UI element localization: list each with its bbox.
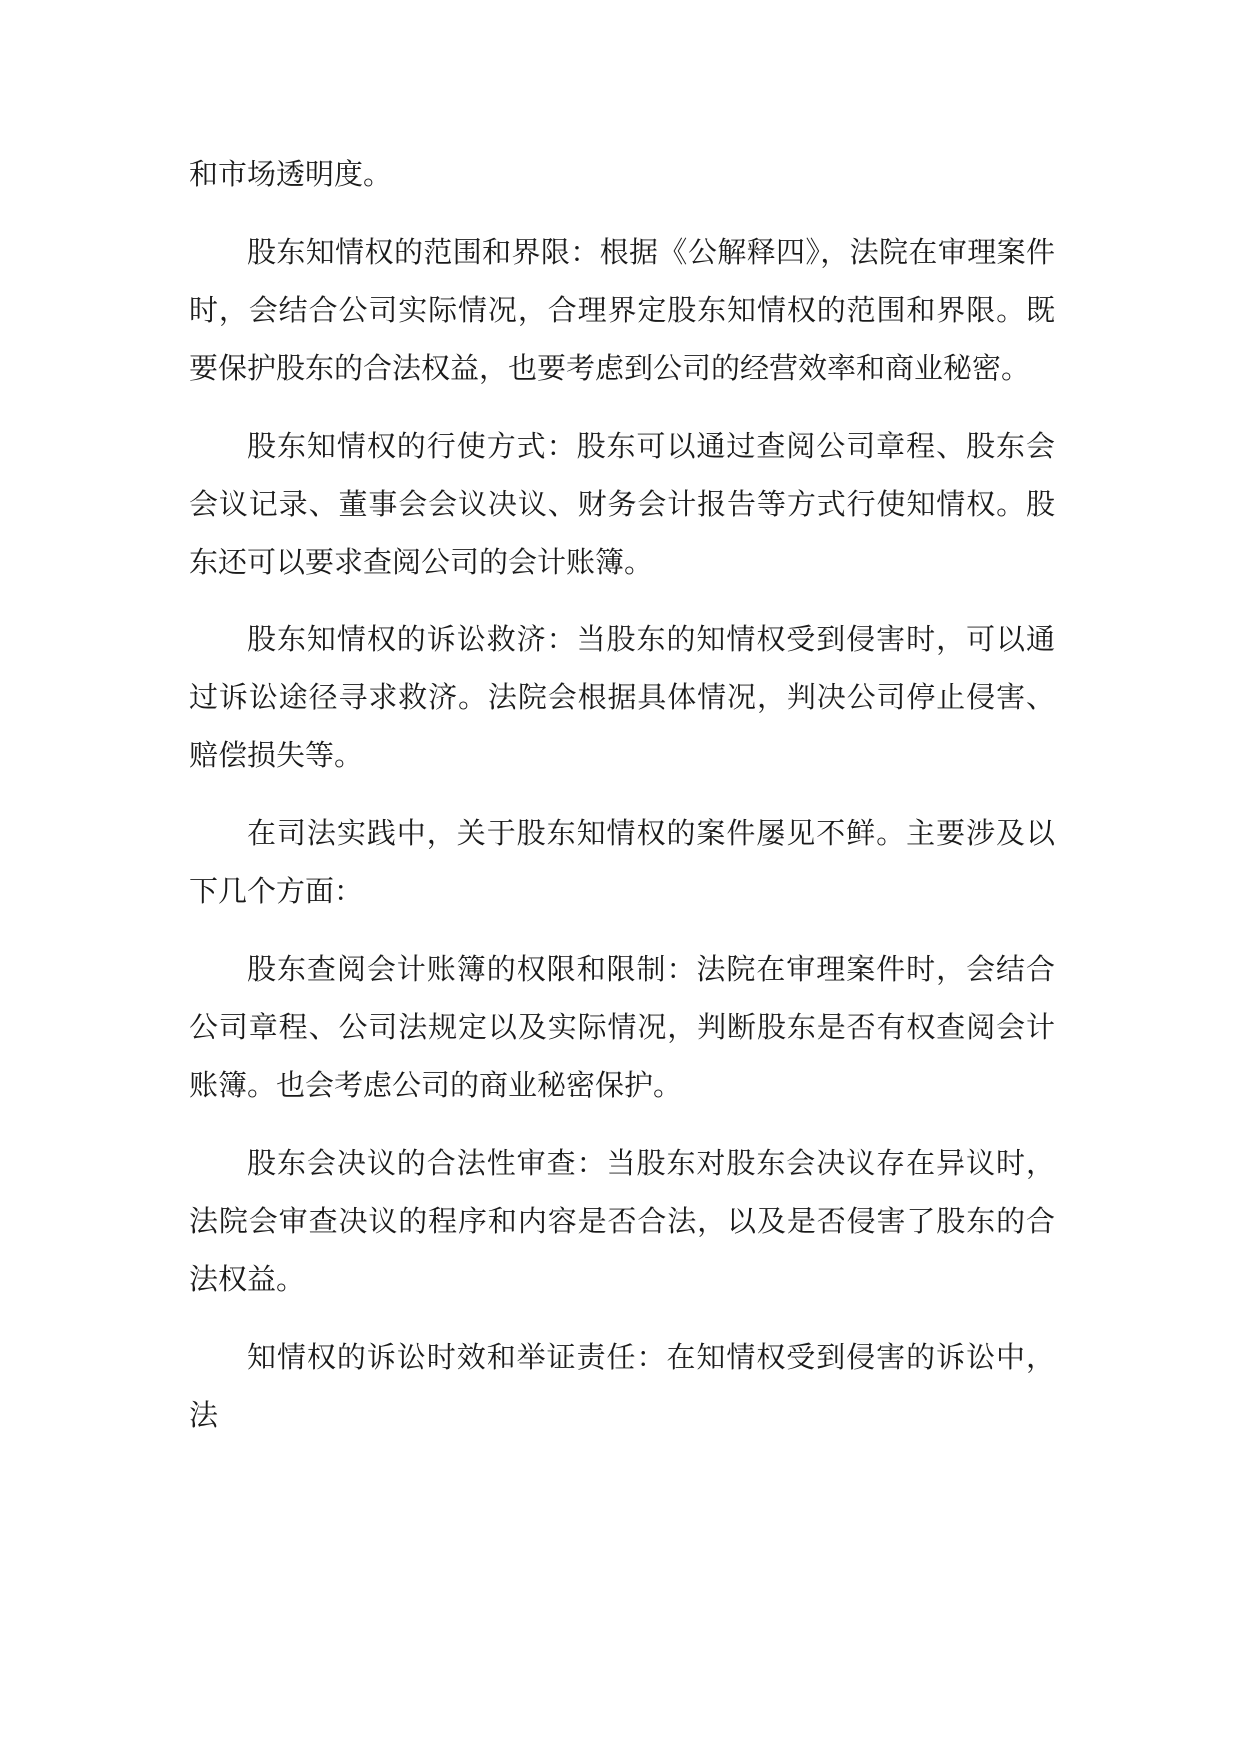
paragraph-limitation-and-burden: 知情权的诉讼时效和举证责任：在知情权受到侵害的诉讼中，法 (189, 1339, 1055, 1432)
paragraph-continuation: 和市场透明度。 (189, 157, 393, 191)
paragraph-litigation-remedy: 股东知情权的诉讼救济：当股东的知情权受到侵害时，可以通过诉讼途径寻求救济。法院会根据具体情况，判决公司停止侵害、赔偿损失等。 (189, 622, 1055, 773)
paragraph-scope-and-limits: 股东知情权的范围和界限：根据《公解释四》，法院在审理案件时，会结合公司实际情况，合理界定股东知情权的范围和界限。既要保护股东的合法权益，也要考虑到公司的经营效率和商业秘密。 (189, 234, 1055, 385)
paragraph-resolution-review: 股东会决议的合法性审查：当股东对股东会决议存在异议时，法院会审查决议的程序和内容是否合法，以及是否侵害了股东的合法权益。 (189, 1145, 1055, 1296)
paragraph-account-books-access: 股东查阅会计账簿的权限和限制：法院在审理案件时，会结合公司章程、公司法规定以及实际情况，判断股东是否有权查阅会计账簿。也会考虑公司的商业秘密保护。 (189, 951, 1055, 1102)
paragraph-exercise-methods: 股东知情权的行使方式：股东可以通过查阅公司章程、股东会会议记录、董事会会议决议、财务会计报告等方式行使知情权。股东还可以要求查阅公司的会计账簿。 (189, 428, 1055, 579)
paragraph-judicial-practice: 在司法实践中，关于股东知情权的案件屡见不鲜。主要涉及以下几个方面： (189, 816, 1055, 909)
document-body (189, 145, 1055, 1463)
